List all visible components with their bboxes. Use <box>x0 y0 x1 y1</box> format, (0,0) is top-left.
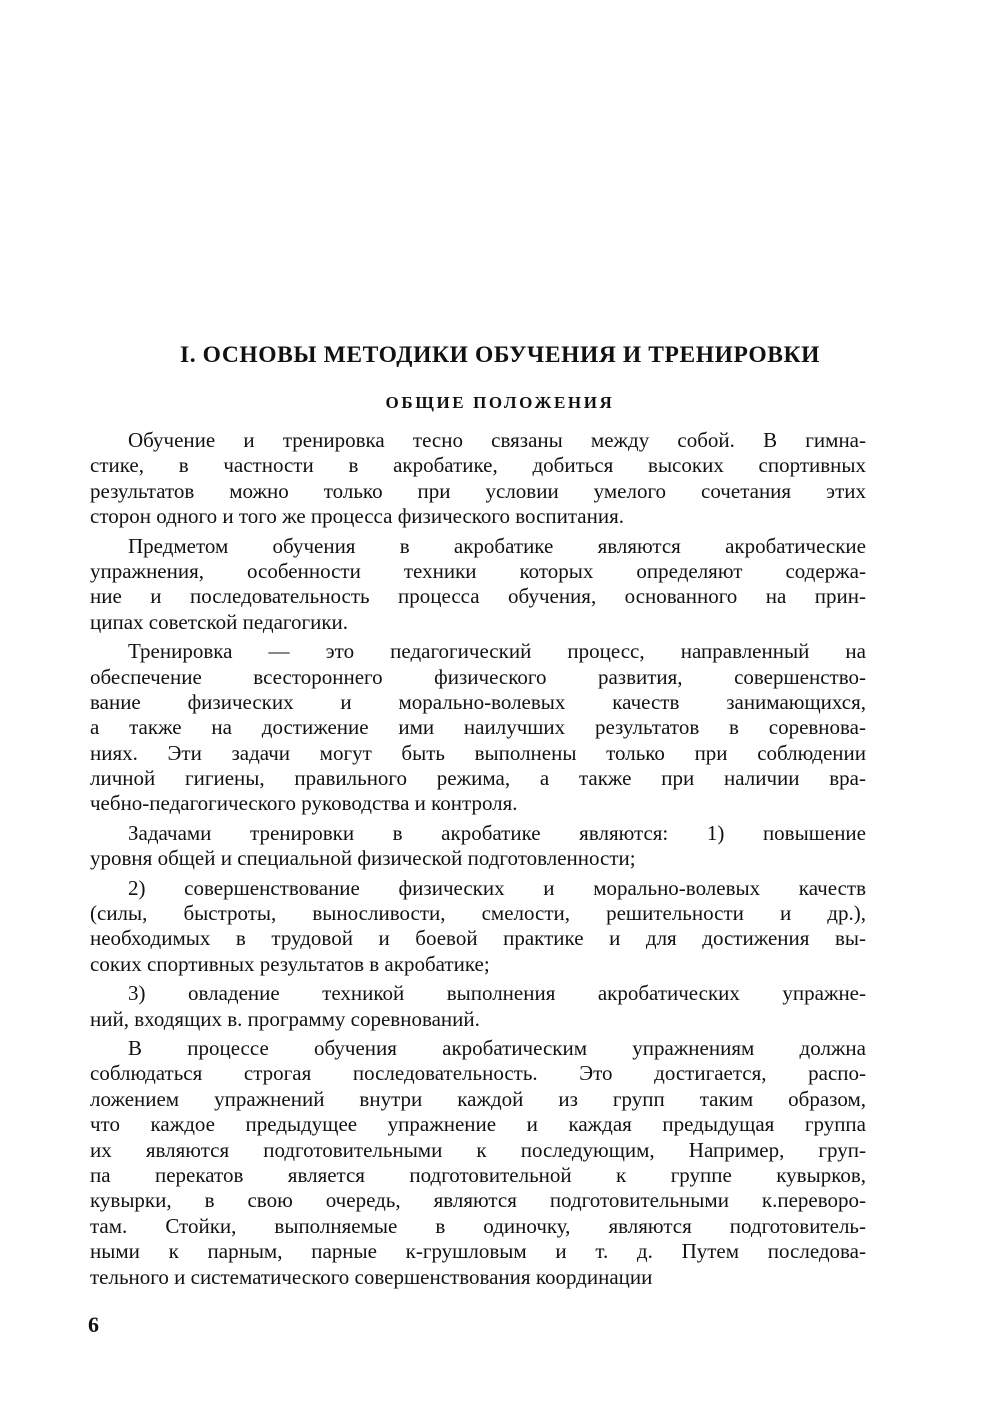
text-line: вание физических и морально-волевых качеств занимающихся, <box>90 689 866 714</box>
text-line: (силы, быстроты, выносливости, смелости, решительности и др.), <box>90 901 866 926</box>
text-line: результатов можно только при условии умелого сочетания этих <box>90 478 866 503</box>
text-line: личной гигиены, правильного режима, а также при наличии вра- <box>90 766 866 791</box>
text-line: сторон одного и того же процесса физического воспитания. <box>90 504 625 529</box>
paragraph <box>90 534 866 636</box>
paragraph <box>90 639 866 817</box>
text-line: ний, входящих в. программу соревнований. <box>90 1006 480 1031</box>
text-line: их являются подготовительными к последующим, Например, груп- <box>90 1137 866 1162</box>
text-line: па перекатов является подготовительной к группе кувырков, <box>90 1162 866 1187</box>
text-line: Предметом обучения в акробатике являются акробатические <box>128 533 866 558</box>
text-line: ниях. Эти задачи могут быть выполнены только при соблюдении <box>90 740 866 765</box>
text-line: чебно-педагогического руководства и контроля. <box>90 791 518 816</box>
text-line: Тренировка — это педагогический процесс, направленный на <box>128 639 866 664</box>
text-line: необходимых в трудовой и боевой практике и для достижения вы- <box>90 926 866 951</box>
text-line: кувырки, в свою очередь, являются подготовительными к.переворо- <box>90 1188 866 1213</box>
text-line: Задачами тренировки в акробатике являются: 1) повышение <box>128 820 866 845</box>
page-number: 6 <box>88 1312 99 1337</box>
text-line: ние и последовательность процесса обучения, основанного на прин- <box>90 584 866 609</box>
text-line: а также на достижение ими наилучших результатов в соревнова- <box>90 715 866 740</box>
paragraph <box>90 981 866 1032</box>
text-line: обеспечение всестороннего физического развития, совершенство- <box>90 664 866 689</box>
paragraph <box>90 876 866 978</box>
paragraph <box>90 821 866 872</box>
paragraph <box>90 1036 866 1290</box>
paragraph <box>90 428 866 530</box>
text-line: Обучение и тренировка тесно связаны между собой. В гимна- <box>128 428 866 452</box>
text-line: стике, в частности в акробатике, добиться высоких спортивных <box>90 453 866 478</box>
text-line: 2) совершенствование физических и морально-волевых качеств <box>128 875 866 900</box>
text-line: В процессе обучения акробатическим упражнениям должна <box>128 1035 866 1060</box>
text-line: соких спортивных результатов в акробатике; <box>90 951 490 976</box>
text-line: упражнения, особенности техники которых определяют содержа- <box>90 558 866 583</box>
section-title: ОБЩИЕ ПОЛОЖЕНИЯ <box>385 393 615 412</box>
body-text <box>90 428 866 1294</box>
chapter-title: I. ОСНОВЫ МЕТОДИКИ ОБУЧЕНИЯ И ТРЕНИРОВКИ <box>179 342 821 368</box>
text-line: соблюдаться строгая последовательность. Это достигается, распо- <box>90 1061 866 1086</box>
text-line: ложением упражнений внутри каждой из групп таким образом, <box>90 1086 866 1111</box>
text-line: тельного и систематического совершенствования координации <box>90 1264 653 1289</box>
text-line: там. Стойки, выполняемые в одиночку, являются подготовитель- <box>90 1213 866 1238</box>
text-line: 3) овладение техникой выполнения акробатических упражне- <box>128 981 866 1006</box>
text-line: что каждое предыдущее упражнение и каждая предыдущая группа <box>90 1112 866 1137</box>
text-line: ципах советской педагогики. <box>90 609 349 634</box>
text-line: уровня общей и специальной физической подготовленности; <box>90 846 636 871</box>
text-line: ными к парным, парные к-грушловым и т. д. Путем последова- <box>90 1239 866 1264</box>
